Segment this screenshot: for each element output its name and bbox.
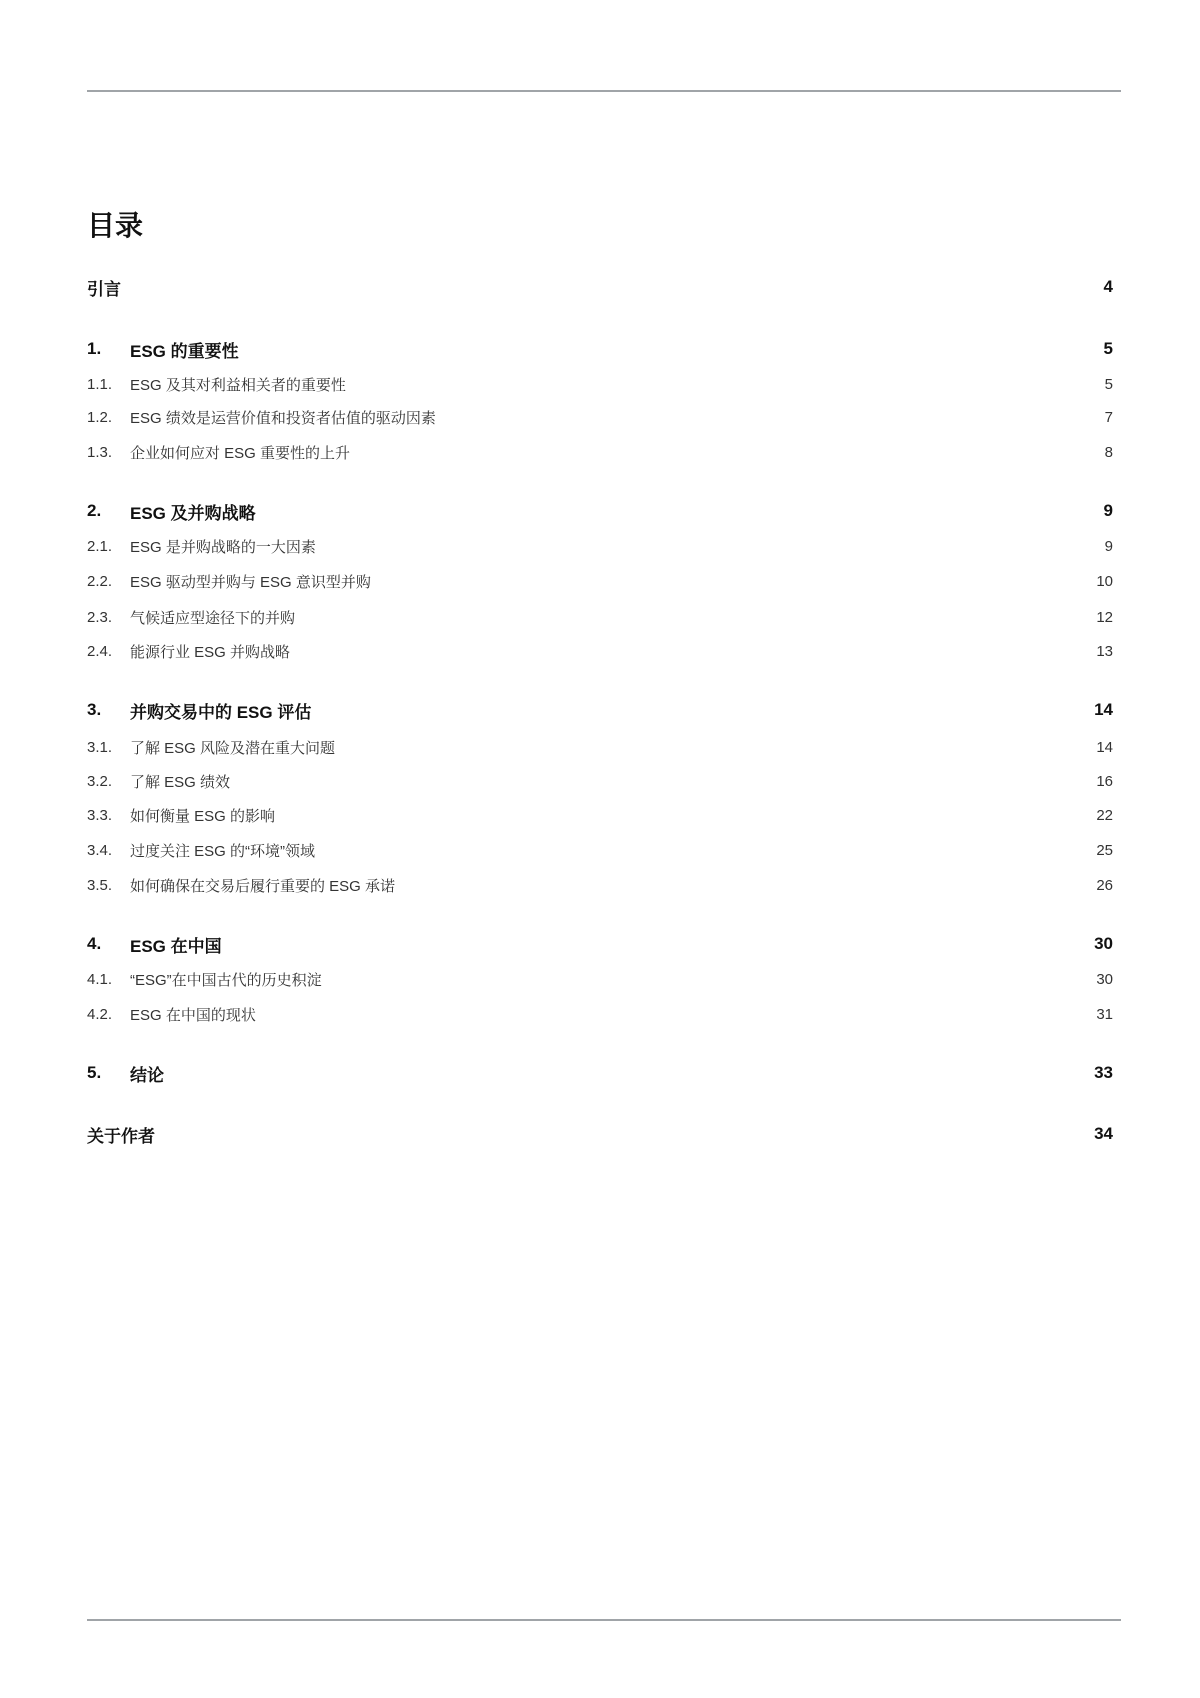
toc-entry[interactable]: [87, 372, 1113, 396]
toc-entry-page: 5: [1104, 375, 1113, 393]
toc-entry[interactable]: [87, 440, 1113, 464]
toc-entry-page: 14: [1094, 700, 1113, 719]
toc-entry[interactable]: [87, 1122, 1113, 1146]
toc-entry-label: 并购交易中的 ESG 评估: [130, 702, 312, 722]
toc-entry-page: 22: [1096, 806, 1113, 824]
toc-entry-page: 10: [1096, 572, 1113, 590]
toc-entry[interactable]: [87, 499, 1113, 523]
toc-entry[interactable]: [87, 1061, 1113, 1085]
toc-entry-page: 30: [1096, 970, 1113, 988]
toc-entry-number: 3.2.: [87, 772, 113, 790]
toc-entry-label: 过度关注 ESG 的“环境”领域: [130, 842, 316, 860]
toc-entry-page: 8: [1104, 443, 1113, 461]
toc-entry-number: 3.1.: [87, 738, 113, 756]
toc-entry-label: “ESG”在中国古代的历史积淀: [130, 971, 322, 989]
toc-entry-label: 了解 ESG 绩效: [130, 773, 231, 791]
toc-entry[interactable]: [87, 932, 1113, 956]
toc-entry[interactable]: [87, 735, 1113, 759]
toc-entry[interactable]: [87, 769, 1113, 793]
toc-entry-page: 9: [1104, 537, 1113, 555]
toc-entry[interactable]: [87, 605, 1113, 629]
toc-entry[interactable]: [87, 838, 1113, 862]
toc-entry[interactable]: [87, 698, 1113, 722]
toc-entry-label: ESG 在中国的现状: [130, 1006, 256, 1024]
toc-entry-page: 26: [1096, 876, 1113, 894]
toc-entry-page: 4: [1103, 277, 1113, 296]
toc-entry-number: 1.2.: [87, 408, 113, 426]
toc-title: 目录: [87, 210, 144, 241]
toc-entry-number: 2.: [87, 501, 102, 520]
toc-entry-label: 企业如何应对 ESG 重要性的上升: [130, 444, 351, 462]
toc-entry-number: 5.: [87, 1063, 102, 1082]
toc-entry-number: 3.3.: [87, 806, 113, 824]
toc-entry-page: 13: [1096, 642, 1113, 660]
toc-entry-label: ESG 的重要性: [130, 341, 239, 361]
toc-entry-label: ESG 驱动型并购与 ESG 意识型并购: [130, 573, 371, 591]
toc-entry[interactable]: [87, 639, 1113, 663]
toc-entry-page: 5: [1103, 339, 1113, 358]
toc-entry-page: 34: [1094, 1124, 1113, 1143]
toc-entry-number: 2.3.: [87, 608, 113, 626]
toc-entry-page: 25: [1096, 841, 1113, 859]
toc-entry-label: 气候适应型途径下的并购: [130, 609, 296, 627]
toc-entry-label: 引言: [87, 279, 121, 299]
toc-entry-number: 4.1.: [87, 970, 113, 988]
toc-entry[interactable]: [87, 803, 1113, 827]
toc-entry-page: 31: [1096, 1005, 1113, 1023]
footer-rule: [87, 1619, 1121, 1621]
toc-entry[interactable]: [87, 405, 1113, 429]
toc-entry-number: 1.3.: [87, 443, 113, 461]
toc-entry[interactable]: [87, 1002, 1113, 1026]
toc-entry[interactable]: [87, 337, 1113, 361]
toc-entry-label: ESG 在中国: [130, 936, 222, 956]
toc-entry-number: 3.4.: [87, 841, 113, 859]
toc-entry-page: 14: [1096, 738, 1113, 756]
toc-entry-number: 3.5.: [87, 876, 113, 894]
toc-entry-label: 如何确保在交易后履行重要的 ESG 承诺: [130, 877, 396, 895]
toc-entry-page: 9: [1103, 501, 1113, 520]
header-rule: [87, 90, 1121, 92]
toc-entry-label: ESG 是并购战略的一大因素: [130, 538, 316, 556]
toc-entry[interactable]: [87, 275, 1113, 299]
toc-entry-number: 1.: [87, 339, 102, 358]
toc-entry-number: 4.2.: [87, 1005, 113, 1023]
toc-entry-label: 如何衡量 ESG 的影响: [130, 807, 276, 825]
toc-entry-number: 3.: [87, 700, 102, 719]
toc-entry-label: 结论: [130, 1065, 164, 1085]
toc-entry[interactable]: [87, 534, 1113, 558]
toc-entry-number: 2.4.: [87, 642, 113, 660]
toc-entry-label: ESG 及其对利益相关者的重要性: [130, 376, 346, 394]
toc-entry-page: 30: [1094, 934, 1113, 953]
toc-entry-number: 2.1.: [87, 537, 113, 555]
toc-entry-number: 2.2.: [87, 572, 113, 590]
toc-entry-page: 16: [1096, 772, 1113, 790]
toc-entry-number: 1.1.: [87, 375, 113, 393]
toc-entry[interactable]: [87, 967, 1113, 991]
toc-entry[interactable]: [87, 569, 1113, 593]
toc-entry-label: ESG 及并购战略: [130, 503, 256, 523]
toc-entry-label: 关于作者: [87, 1126, 155, 1146]
toc-entry[interactable]: [87, 873, 1113, 897]
toc-entry-page: 33: [1094, 1063, 1113, 1082]
toc-entry-page: 12: [1096, 608, 1113, 626]
toc-entry-label: 了解 ESG 风险及潜在重大问题: [130, 739, 336, 757]
toc-entry-number: 4.: [87, 934, 102, 953]
toc-entry-label: 能源行业 ESG 并购战略: [130, 643, 291, 661]
toc-entry-page: 7: [1104, 408, 1113, 426]
toc-entry-label: ESG 绩效是运营价值和投资者估值的驱动因素: [130, 409, 436, 427]
